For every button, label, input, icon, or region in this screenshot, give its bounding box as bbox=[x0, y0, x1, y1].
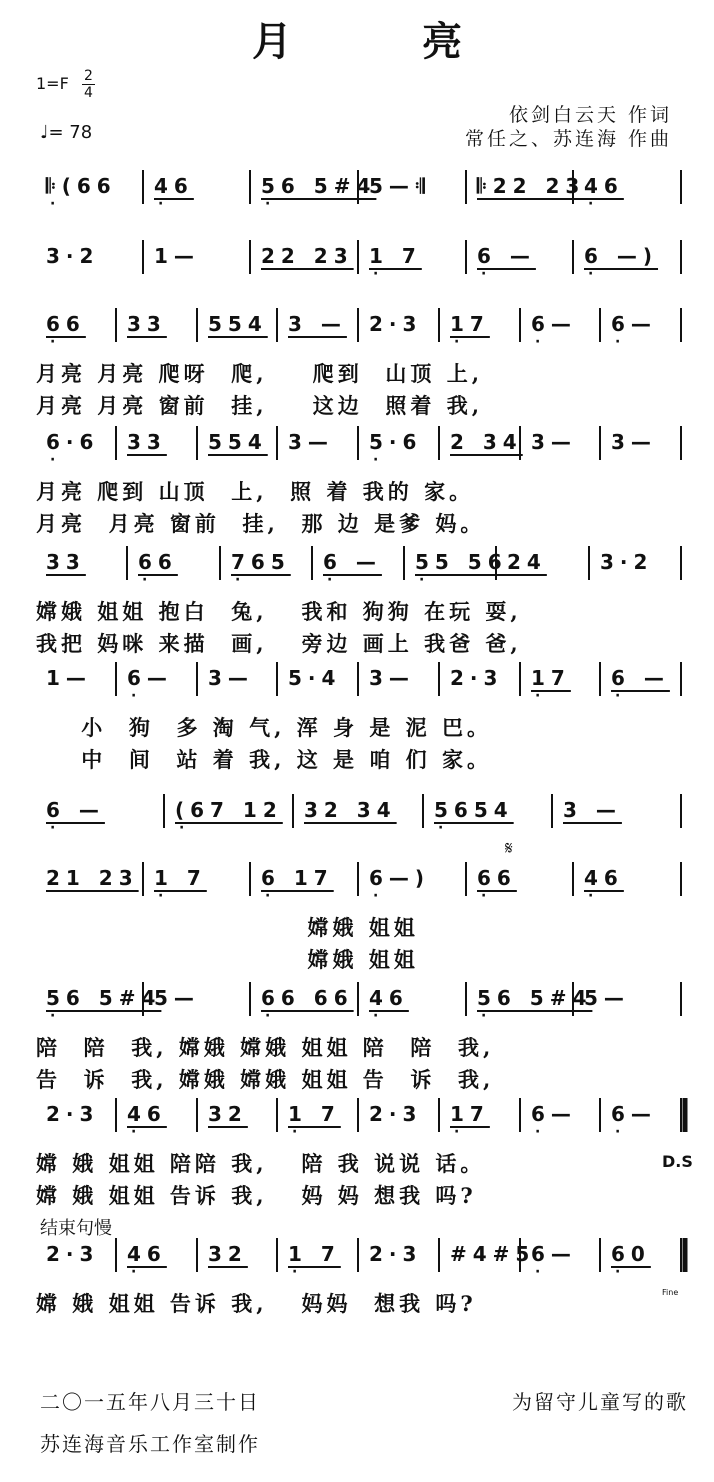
measure: 46 bbox=[127, 1242, 167, 1266]
measure: 6— bbox=[127, 666, 173, 690]
lyric-line: 嫦娥 姐姐 抱白 兔, 我和 狗狗 在玩 耍, bbox=[36, 599, 522, 624]
measure: 3 — bbox=[288, 312, 347, 336]
measure: 5·4 bbox=[288, 666, 342, 690]
measure: 46 bbox=[369, 986, 409, 1010]
measure: 𝄆22 23 bbox=[477, 174, 586, 198]
octave-dot: · bbox=[158, 888, 164, 904]
measure: 55 56 bbox=[415, 550, 508, 574]
measure: 56 5#4 bbox=[477, 986, 593, 1010]
notation-row-6 bbox=[36, 660, 682, 704]
measure: 33 bbox=[127, 430, 167, 454]
measure: 6 — bbox=[323, 550, 382, 574]
notation-row-10 bbox=[36, 1096, 682, 1140]
octave-dot: · bbox=[50, 334, 56, 350]
measure: 46 bbox=[127, 1102, 167, 1126]
measure: 2·3 bbox=[369, 1242, 423, 1266]
octave-dot: · bbox=[50, 452, 56, 468]
fine-marking: Fine bbox=[662, 1288, 679, 1297]
notation-row-8 bbox=[36, 860, 682, 904]
measure: 𝄆(66 bbox=[46, 174, 117, 198]
measure: 6 —) bbox=[584, 244, 659, 268]
octave-dot: · bbox=[373, 266, 379, 282]
measure: 3— bbox=[369, 666, 415, 690]
octave-dot: · bbox=[158, 196, 164, 212]
measure: 46 bbox=[584, 866, 624, 890]
measure: 1 7 bbox=[288, 1102, 341, 1126]
time-signature bbox=[82, 68, 95, 101]
footer-dedication: 为留守儿童写的歌 bbox=[512, 1390, 688, 1414]
measure: 22 23 bbox=[261, 244, 354, 268]
octave-dot: · bbox=[481, 1008, 487, 1024]
measure: 66 bbox=[477, 866, 517, 890]
octave-dot: · bbox=[327, 572, 333, 588]
octave-dot: · bbox=[142, 572, 148, 588]
measure: 56 5#4 bbox=[46, 986, 162, 1010]
measure: 66 66 bbox=[261, 986, 354, 1010]
lyric-line: 月亮 爬到 山顶 上, 照 着 我的 家。 bbox=[36, 479, 475, 504]
notation-row-3 bbox=[36, 306, 682, 350]
octave-dot: · bbox=[131, 1264, 137, 1280]
octave-dot: · bbox=[481, 266, 487, 282]
octave-dot: · bbox=[235, 572, 241, 588]
octave-dot: · bbox=[438, 820, 444, 836]
measure: 46 bbox=[154, 174, 194, 198]
lyric-line: 嫦 娥 姐姐 告诉 我, 妈 妈 想我 吗? bbox=[36, 1183, 477, 1208]
lyricist-credit: 依剑白云天 作词 bbox=[508, 104, 672, 126]
lyric-line: 告 诉 我, 嫦娥 嫦娥 姐姐 告 诉 我, bbox=[36, 1067, 495, 1092]
octave-dot: · bbox=[454, 334, 460, 350]
octave-dot: · bbox=[588, 196, 594, 212]
octave-dot: · bbox=[615, 688, 621, 704]
measure: 66 bbox=[138, 550, 178, 574]
footer-studio: 苏连海音乐工作室制作 bbox=[40, 1432, 260, 1456]
octave-dot: · bbox=[265, 1008, 271, 1024]
composer-credit: 常任之、苏连海 作曲 bbox=[464, 128, 672, 150]
octave-dot: · bbox=[373, 1008, 379, 1024]
octave-dot: · bbox=[179, 820, 185, 836]
measure: 5654 bbox=[434, 798, 514, 822]
measure: 6— bbox=[531, 1102, 577, 1126]
octave-dot: · bbox=[265, 196, 271, 212]
measure: 66 bbox=[46, 312, 86, 336]
octave-dot: · bbox=[373, 888, 379, 904]
measure: 1 7 bbox=[154, 866, 207, 890]
octave-dot: · bbox=[50, 820, 56, 836]
measure: 6 — bbox=[477, 244, 536, 268]
notation-row-4 bbox=[36, 424, 682, 468]
notation-row-9 bbox=[36, 980, 682, 1024]
measure: 6— bbox=[611, 1102, 657, 1126]
lyric-line: 嫦 娥 姐姐 告诉 我, 妈妈 想我 吗? bbox=[36, 1291, 477, 1316]
measure: 554 bbox=[208, 430, 268, 454]
measure: 1 7 bbox=[369, 244, 422, 268]
measure: 3— bbox=[208, 666, 254, 690]
measure: #4#5 bbox=[450, 1242, 536, 1266]
measure: 3·2 bbox=[600, 550, 654, 574]
octave-dot: · bbox=[588, 888, 594, 904]
measure: (67 12 bbox=[175, 798, 283, 822]
segno-icon: 𝄋 bbox=[505, 838, 513, 859]
octave-dot: · bbox=[265, 888, 271, 904]
measure: 2·3 bbox=[450, 666, 504, 690]
time-signature-bottom: 4 bbox=[84, 85, 93, 101]
measure: 24 bbox=[507, 550, 547, 574]
measure: 6— bbox=[531, 312, 577, 336]
notation-row-7 bbox=[36, 792, 682, 836]
octave-dot: · bbox=[131, 688, 137, 704]
tempo-value: = 78 bbox=[48, 122, 93, 143]
measure: 1— bbox=[46, 666, 92, 690]
octave-dot: · bbox=[615, 334, 621, 350]
octave-dot: · bbox=[615, 1264, 621, 1280]
ds-marking: D.S bbox=[662, 1152, 693, 1171]
measure: 6—) bbox=[369, 866, 431, 890]
octave-dot: · bbox=[454, 1124, 460, 1140]
song-title: 月 亮 bbox=[252, 18, 520, 65]
quarter-note-icon: ♩ bbox=[40, 122, 49, 143]
measure: 2·3 bbox=[369, 312, 423, 336]
octave-dot: · bbox=[292, 1264, 298, 1280]
notation-row-5 bbox=[36, 544, 682, 588]
measure: 6 17 bbox=[261, 866, 334, 890]
measure: 60 bbox=[611, 1242, 651, 1266]
measure: 5—𝄇 bbox=[369, 174, 431, 198]
measure: 33 bbox=[127, 312, 167, 336]
notation-row-1 bbox=[36, 168, 682, 212]
measure: 6— bbox=[611, 312, 657, 336]
measure: 2·3 bbox=[46, 1242, 100, 1266]
lyric-line: 我把 妈咪 来描 画, 旁边 画上 我爸 爸, bbox=[36, 631, 522, 656]
octave-dot: · bbox=[615, 1124, 621, 1140]
octave-dot: · bbox=[535, 1124, 541, 1140]
measure: 17 bbox=[450, 1102, 490, 1126]
lyric-line: 陪 陪 我, 嫦娥 嫦娥 姐姐 陪 陪 我, bbox=[36, 1035, 495, 1060]
notation-row-2 bbox=[36, 238, 682, 282]
time-signature-top: 2 bbox=[84, 68, 93, 84]
octave-dot: · bbox=[419, 572, 425, 588]
measure: 5— bbox=[154, 986, 200, 1010]
lyric-line: 中 间 站 着 我, 这 是 咱 们 家。 bbox=[36, 747, 492, 772]
measure: 33 bbox=[46, 550, 86, 574]
lyric-line: 月亮 月亮 窗前 挂, 这边 照着 我, bbox=[36, 393, 484, 418]
measure: 5·6 bbox=[369, 430, 423, 454]
measure: 3·2 bbox=[46, 244, 100, 268]
measure: 5— bbox=[584, 986, 630, 1010]
octave-dot: · bbox=[588, 266, 594, 282]
measure: 1 7 bbox=[288, 1242, 341, 1266]
lyric-line: 小 狗 多 淘 气, 浑 身 是 泥 巴。 bbox=[36, 715, 492, 740]
measure: 6 — bbox=[611, 666, 670, 690]
measure: 2 34 bbox=[450, 430, 523, 454]
key-signature: 1=F bbox=[36, 74, 69, 93]
octave-dot: · bbox=[481, 888, 487, 904]
measure: 765 bbox=[231, 550, 291, 574]
notation-row-11 bbox=[36, 1236, 682, 1280]
octave-dot: · bbox=[50, 196, 56, 212]
octave-dot: · bbox=[131, 1124, 137, 1140]
octave-dot: · bbox=[535, 1264, 541, 1280]
measure: 3— bbox=[611, 430, 657, 454]
measure: 1— bbox=[154, 244, 200, 268]
tempo-marking bbox=[40, 122, 92, 143]
lyric-line: 嫦娥 姐姐 bbox=[36, 947, 419, 972]
measure: 6 — bbox=[46, 798, 105, 822]
octave-dot: · bbox=[373, 452, 379, 468]
octave-dot: · bbox=[535, 334, 541, 350]
measure: 3— bbox=[288, 430, 334, 454]
measure: 6·6 bbox=[46, 430, 100, 454]
measure: 554 bbox=[208, 312, 268, 336]
measure: 17 bbox=[531, 666, 571, 690]
measure: 6— bbox=[531, 1242, 577, 1266]
measure: 56 5#4 bbox=[261, 174, 377, 198]
octave-dot: · bbox=[50, 1008, 56, 1024]
octave-dot: · bbox=[292, 1124, 298, 1140]
measure: 2·3 bbox=[46, 1102, 100, 1126]
measure: 3— bbox=[531, 430, 577, 454]
lyric-line: 月亮 月亮 窗前 挂, 那 边 是爹 妈。 bbox=[36, 511, 486, 536]
measure: 46 bbox=[584, 174, 624, 198]
lyric-line: 嫦娥 姐姐 bbox=[36, 915, 419, 940]
footer-date: 二〇一五年八月三十日 bbox=[40, 1390, 260, 1414]
measure: 32 bbox=[208, 1242, 248, 1266]
measure: 21 23 bbox=[46, 866, 139, 890]
measure: 32 34 bbox=[304, 798, 397, 822]
lyric-line: 嫦 娥 姐姐 陪陪 我, 陪 我 说说 话。 bbox=[36, 1151, 486, 1176]
ending-tempo-note: 结束句慢 bbox=[40, 1218, 112, 1239]
measure: 2·3 bbox=[369, 1102, 423, 1126]
octave-dot: · bbox=[535, 688, 541, 704]
measure: 3 — bbox=[563, 798, 622, 822]
lyric-line: 月亮 月亮 爬呀 爬, 爬到 山顶 上, bbox=[36, 361, 484, 386]
measure: 32 bbox=[208, 1102, 248, 1126]
measure: 17 bbox=[450, 312, 490, 336]
